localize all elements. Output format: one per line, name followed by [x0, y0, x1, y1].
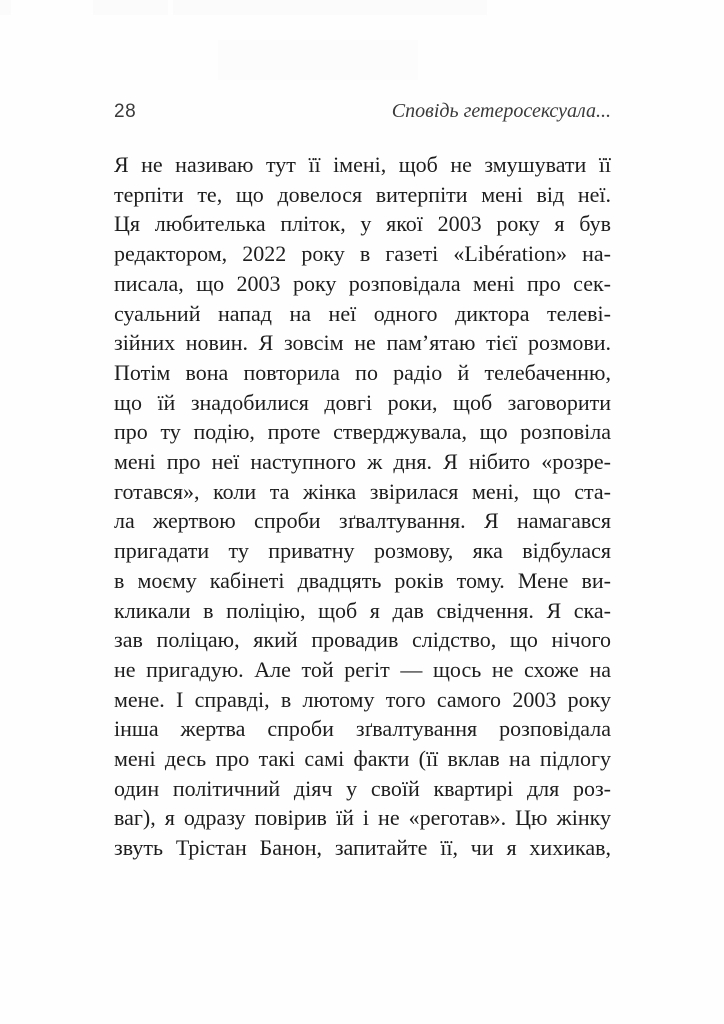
- text-line: редактором, 2022 року в газеті «Libération» на-: [114, 241, 611, 267]
- text-line: зійних новин. Я зовсім не пам’ятаю тієї розмови.: [114, 330, 611, 356]
- text-line: інша жертва спроби зґвалтування розповідала: [114, 716, 611, 742]
- text-line: не пригадую. Але той регіт — щось не схоже на: [114, 656, 611, 682]
- scan-artifact: [218, 40, 418, 80]
- text-line: готався», коли та жінка звірилася мені, що ста-: [114, 478, 611, 504]
- text-line: звуть Трістан Банон, запитайте її, чи я хихикав,: [114, 835, 611, 861]
- text-line: Ця любителька пліток, у якої 2003 року я був: [114, 211, 611, 237]
- text-line: зав поліцаю, який провадив слідство, що нічого: [114, 627, 611, 653]
- running-head: Сповідь гетеросексуала...: [391, 100, 611, 122]
- scan-artifact: [0, 0, 11, 15]
- text-line: суальний напад на неї одного диктора телеві-: [114, 300, 611, 326]
- text-line: Я не називаю тут її імені, щоб не змушувати її: [114, 152, 611, 177]
- scan-artifact: [173, 0, 487, 15]
- body-text: [114, 150, 611, 863]
- text-line: в моєму кабінеті двадцять років тому. Мене ви-: [114, 567, 611, 593]
- text-line: терпіти те, що довелося витерпіти мені від неї.: [114, 181, 611, 207]
- text-line: ла жертвою спроби зґвалтування. Я намагався: [114, 508, 611, 534]
- text-line: мені про неї наступного ж дня. Я нібито «розре-: [114, 449, 611, 475]
- text-line: писала, що 2003 року розповідала мені про сек-: [114, 270, 611, 296]
- page-header: [114, 99, 611, 124]
- text-line: пригадати ту приватну розмову, яка відбулася: [114, 538, 611, 564]
- text-line: ваг), я одразу повірив їй і не «реготав». Цю жінку: [114, 805, 611, 831]
- text-line: про ту подію, проте стверджувала, що розповіла: [114, 419, 611, 445]
- text-line: що їй знадобилися довгі роки, щоб заговорити: [114, 389, 611, 415]
- text-line: мене. І справді, в лютому того самого 2003 року: [114, 686, 611, 712]
- text-line: Потім вона повторила по радіо й телебаченню,: [114, 359, 611, 385]
- scan-artifact: [93, 0, 168, 15]
- text-line: мені десь про такі самі факти (її вклав на підлогу: [114, 746, 611, 772]
- text-line: один політичний діяч у своїй квартирі для роз-: [114, 775, 611, 801]
- text-line: кликали в поліцію, щоб я дав свідчення. Я ска-: [114, 597, 611, 623]
- page-number: 28: [114, 101, 137, 122]
